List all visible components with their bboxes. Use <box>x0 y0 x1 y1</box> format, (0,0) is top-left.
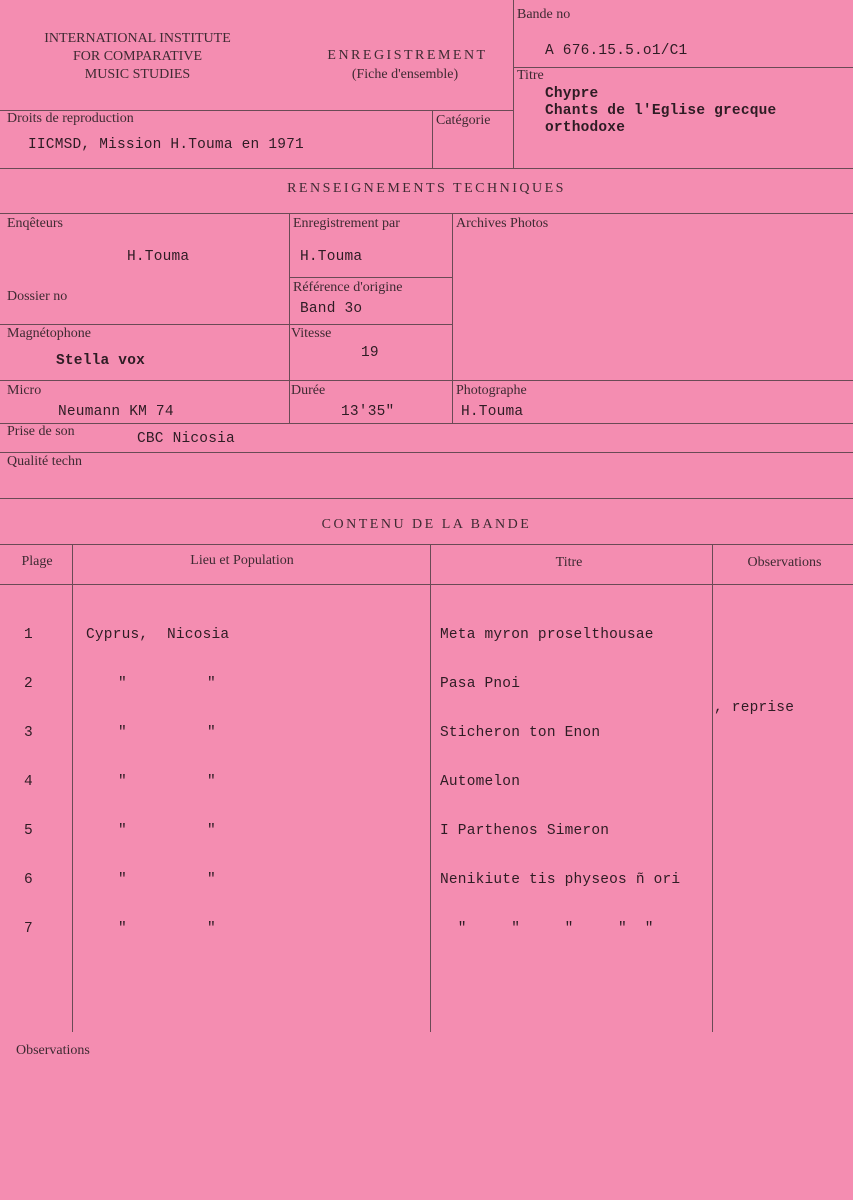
enregistrement-par-label: Enregistrement par <box>293 216 400 231</box>
duree-label: Durée <box>291 383 326 398</box>
list-item: " <box>207 725 216 741</box>
reference-label: Référence d'origine <box>293 280 403 295</box>
magnetophone-label: Magnétophone <box>7 326 91 341</box>
institute-name-line1: INTERNATIONAL INSTITUTE <box>44 31 231 46</box>
divider <box>0 213 853 214</box>
divider <box>72 544 73 1032</box>
prise-de-son-label: Prise de son <box>7 424 75 439</box>
list-item: Nicosia <box>167 627 230 643</box>
micro-value: Neumann KM 74 <box>58 404 174 420</box>
list-item: 6 <box>24 872 33 888</box>
divider <box>289 213 290 423</box>
column-header-titre: Titre <box>555 555 583 570</box>
enregistrement-par-value: H.Touma <box>300 249 363 265</box>
list-item: Nenikiute tis physeos ñ ori <box>440 872 681 888</box>
technical-section-title: RENSEIGNEMENTS TECHNIQUES <box>287 181 566 196</box>
divider <box>0 324 452 325</box>
list-item: 4 <box>24 774 33 790</box>
list-item: " <box>207 872 216 888</box>
list-item: " <box>118 823 127 839</box>
observations-label: Observations <box>16 1043 90 1058</box>
divider <box>289 277 452 278</box>
list-item: Automelon <box>440 774 521 790</box>
vitesse-label: Vitesse <box>291 326 332 341</box>
duree-value: 13'35" <box>341 404 395 420</box>
titre-line3: orthodoxe <box>545 120 626 136</box>
institute-name-line2: FOR COMPARATIVE <box>72 49 202 64</box>
column-header-observations: Observations <box>747 555 822 570</box>
list-item: 1 <box>24 627 33 643</box>
micro-label: Micro <box>7 383 42 398</box>
divider <box>712 544 713 1032</box>
photographe-label: Photographe <box>456 383 527 398</box>
categorie-label: Catégorie <box>436 113 491 128</box>
form-title: ENREGISTREMENT <box>327 48 488 63</box>
prise-de-son-value: CBC Nicosia <box>137 431 235 447</box>
divider <box>0 380 853 381</box>
titre-line1: Chypre <box>545 86 599 102</box>
list-item: " <box>207 823 216 839</box>
list-item: " " " " " <box>440 921 654 937</box>
list-item: 2 <box>24 676 33 692</box>
titre-label: Titre <box>517 68 544 83</box>
list-item: " <box>207 774 216 790</box>
column-header-lieu: Lieu et Population <box>190 553 294 568</box>
reference-value: Band 3o <box>300 301 363 317</box>
bande-value: A 676.15.5.o1/C1 <box>545 43 688 59</box>
divider <box>432 110 433 168</box>
list-item: I Parthenos Simeron <box>440 823 610 839</box>
divider <box>513 0 514 168</box>
plage-column <box>24 595 60 970</box>
magnetophone-value: Stella vox <box>56 353 146 369</box>
divider <box>0 168 853 169</box>
list-item: " <box>207 921 216 937</box>
list-item: " <box>118 872 127 888</box>
enqueteurs-value: H.Touma <box>127 249 190 265</box>
list-item: " <box>118 725 127 741</box>
column-header-plage: Plage <box>21 554 53 569</box>
population-column <box>167 595 229 970</box>
photographe-value: H.Touma <box>461 404 524 420</box>
divider <box>0 544 853 545</box>
qualite-techn-label: Qualité techn <box>7 454 83 469</box>
vitesse-value: 19 <box>361 345 379 361</box>
bande-label: Bande no <box>517 7 571 22</box>
list-item: Sticheron ton Enon <box>440 725 601 741</box>
divider <box>513 67 853 68</box>
titre-line2: Chants de l'Eglise grecque <box>545 103 777 119</box>
divider <box>0 584 853 585</box>
list-item: 7 <box>24 921 33 937</box>
list-item: Meta myron proselthousae <box>440 627 654 643</box>
archives-photos-label: Archives Photos <box>456 216 549 231</box>
contents-section-title: CONTENU DE LA BANDE <box>321 517 532 532</box>
lieu-column <box>86 595 148 970</box>
list-item: " <box>207 676 216 692</box>
divider <box>0 498 853 499</box>
divider <box>430 544 431 1032</box>
list-item: 3 <box>24 725 33 741</box>
form-subtitle: (Fiche d'ensemble) <box>351 67 459 82</box>
list-item: " <box>118 774 127 790</box>
divider <box>0 452 853 453</box>
droits-label: Droits de reproduction <box>7 111 134 126</box>
list-item: " <box>118 921 127 937</box>
list-item: Cyprus, <box>86 627 149 643</box>
titre-column <box>440 595 680 970</box>
divider <box>452 213 453 423</box>
list-item: " <box>118 676 127 692</box>
observation-reprise: , reprise <box>714 700 795 716</box>
list-item: Pasa Pnoi <box>440 676 521 692</box>
list-item: 5 <box>24 823 33 839</box>
enqueteurs-label: Enqêteurs <box>7 216 63 231</box>
divider <box>0 423 853 424</box>
dossier-label: Dossier no <box>7 289 68 304</box>
institute-name-line3: MUSIC STUDIES <box>84 67 191 82</box>
droits-value: IICMSD, Mission H.Touma en 1971 <box>28 137 304 153</box>
